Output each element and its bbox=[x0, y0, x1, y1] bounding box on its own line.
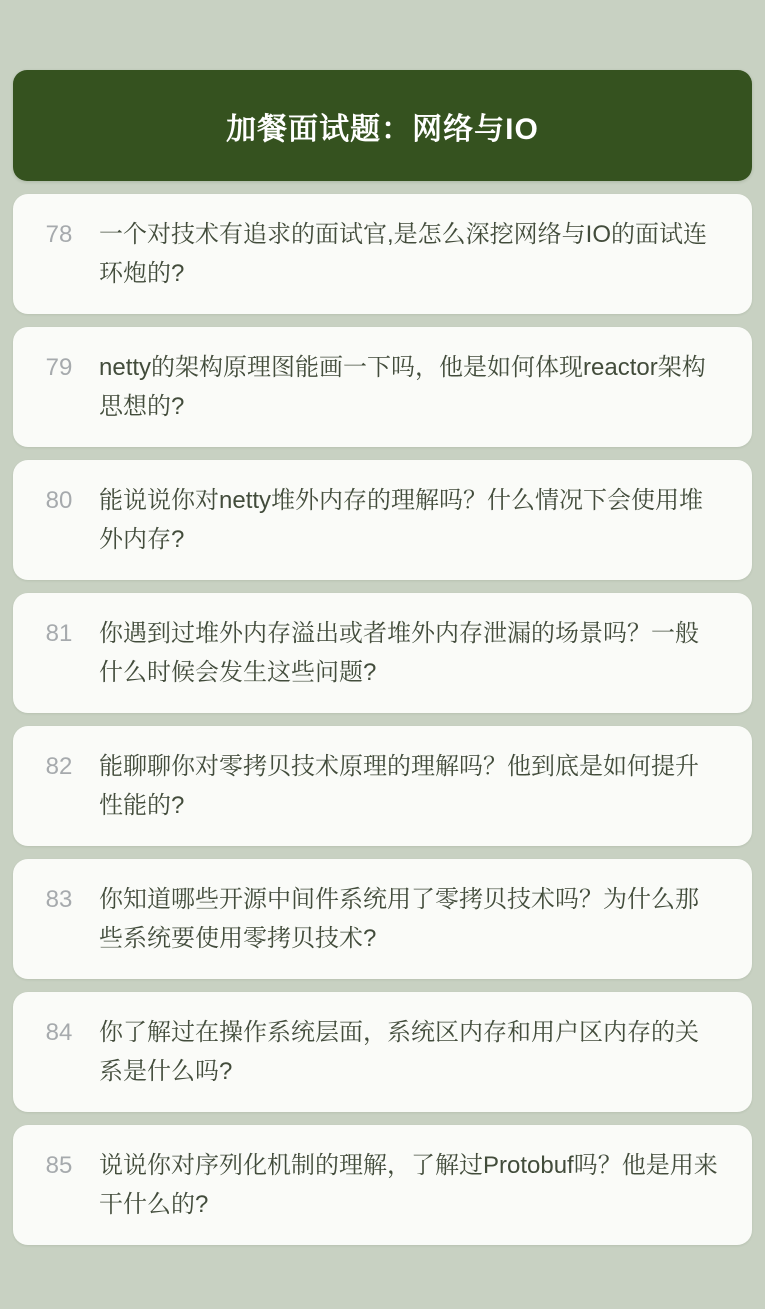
question-number: 85 bbox=[45, 1152, 73, 1179]
question-text: 能说说你对netty堆外内存的理解吗？什么情况下会使用堆外内存? bbox=[99, 487, 704, 553]
question-text: 你了解过在操作系统层面，系统区内存和用户区内存的关系是什么吗? bbox=[99, 1019, 699, 1085]
question-number: 80 bbox=[45, 487, 73, 514]
question-text: 说说你对序列化机制的理解，了解过Protobuf吗？他是用来干什么的? bbox=[99, 1152, 718, 1218]
question-card bbox=[13, 992, 752, 1112]
question-list bbox=[13, 194, 752, 1245]
question-text: 能聊聊你对零拷贝技术原理的理解吗？他到底是如何提升性能的? bbox=[99, 753, 699, 819]
page-title: 加餐面试题：网络与IO bbox=[226, 112, 539, 146]
question-card bbox=[13, 194, 752, 314]
question-card bbox=[13, 327, 752, 447]
question-number: 84 bbox=[45, 1019, 73, 1046]
question-text: 你遇到过堆外内存溢出或者堆外内存泄漏的场景吗？一般什么时候会发生这些问题? bbox=[99, 620, 699, 686]
question-number: 83 bbox=[45, 886, 73, 913]
question-text: 一个对技术有追求的面试官,是怎么深挖网络与IO的面试连环炮的? bbox=[99, 221, 708, 287]
header-banner bbox=[13, 70, 752, 181]
question-card bbox=[13, 859, 752, 979]
question-number: 79 bbox=[45, 354, 73, 381]
question-card bbox=[13, 726, 752, 846]
question-number: 78 bbox=[45, 221, 73, 248]
question-text: netty的架构原理图能画一下吗，他是如何体现reactor架构思想的? bbox=[99, 354, 706, 420]
question-text: 你知道哪些开源中间件系统用了零拷贝技术吗？为什么那些系统要使用零拷贝技术? bbox=[99, 886, 699, 952]
question-number: 81 bbox=[45, 620, 73, 647]
question-card bbox=[13, 1125, 752, 1245]
question-card bbox=[13, 460, 752, 580]
question-card bbox=[13, 593, 752, 713]
question-number: 82 bbox=[45, 753, 73, 780]
